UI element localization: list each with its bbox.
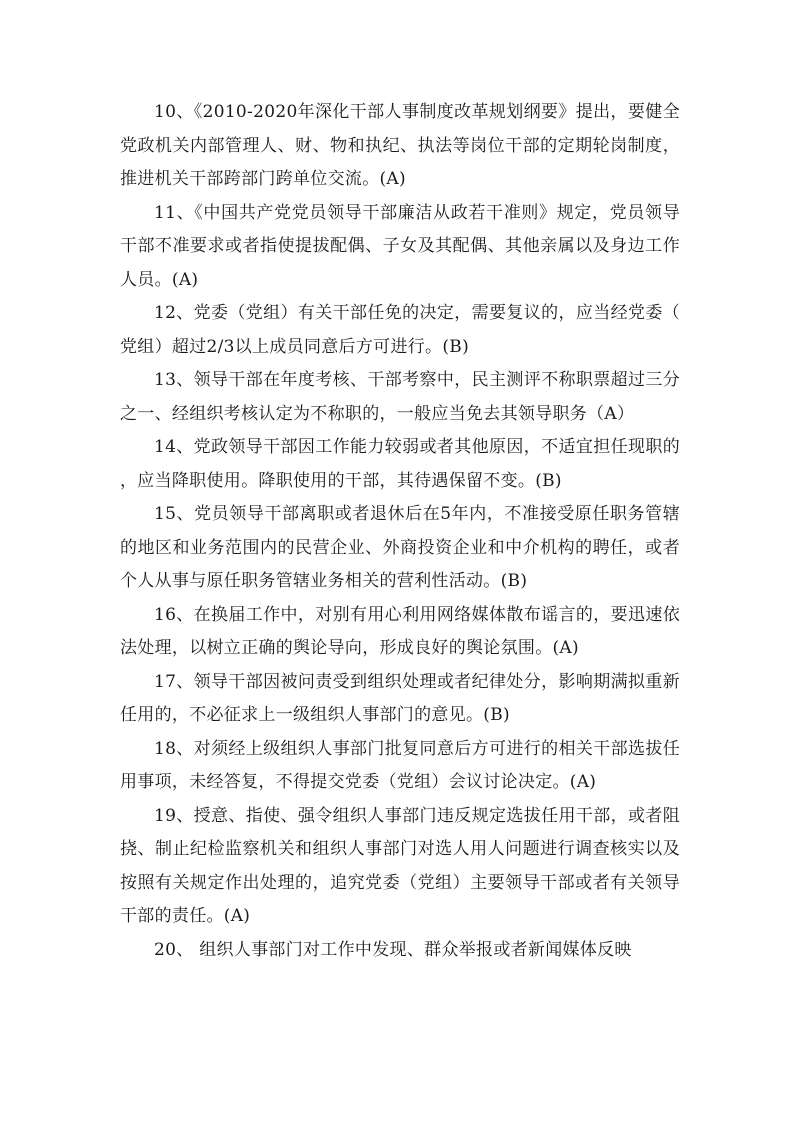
question-item-18: 18、对须经上级组织人事部门批复同意后方可进行的相关干部选拔任用事项，未经答复，不得提交党委（党组）会议讨论决定。(A) xyxy=(120,738,680,792)
question-item-20: 20、 组织人事部门对工作中发现、群众举报或者新闻媒体反映 xyxy=(154,939,632,960)
question-item-17: 17、领导干部因被问责受到组织处理或者纪律处分，影响期满拟重新任用的，不必征求上一级组织人事部门的意见。(B) xyxy=(120,671,680,725)
question-item-11: 11、《中国共产党党员领导干部廉洁从政若干准则》规定，党员领导干部不准要求或者指使提拔配偶、子女及其配偶、其他亲属以及身边工作人员。(A) xyxy=(120,202,680,290)
question-item-10: 10、《2010-2020年深化干部人事制度改革规划纲要》提出，要健全党政机关内部管理人、财、物和执纪、执法等岗位干部的定期轮岗制度，推进机关干部跨部门跨单位交流。(A) xyxy=(120,102,680,189)
question-item-15: 15、党员领导干部离职或者退休后在5年内，不准接受原任职务管辖的地区和业务范围内的民营企业、外商投资企业和中介机构的聘任，或者个人从事与原任职务管辖业务相关的营利性活动。(B) xyxy=(120,504,680,591)
question-list xyxy=(120,96,680,967)
question-item-19: 19、授意、指使、强令组织人事部门违反规定选拔任用干部，或者阻挠、制止纪检监察机关和组织人事部门对选人用人问题进行调查核实以及按照有关规定作出处理的，追究党委（党组）主要领导干部或者有关领导干部的责任。(A) xyxy=(120,805,680,926)
question-item-16: 16、在换届工作中，对别有用心利用网络媒体散布谣言的，要迅速依法处理，以树立正确的舆论导向，形成良好的舆论氛围。(A) xyxy=(120,604,680,658)
question-item-12: 12、党委（党组）有关干部任免的决定，需要复议的，应当经党委（党组）超过2/3以上成员同意后方可进行。(B) xyxy=(120,303,680,357)
question-item-13: 13、领导干部在年度考核、干部考察中，民主测评不称职票超过三分之一、经组织考核认定为不称职的，一般应当免去其领导职务（A） xyxy=(120,370,680,424)
question-item-14: 14、党政领导干部因工作能力较弱或者其他原因，不适宜担任现职的，应当降职使用。降职使用的干部，其待遇保留不变。(B) xyxy=(120,437,680,491)
